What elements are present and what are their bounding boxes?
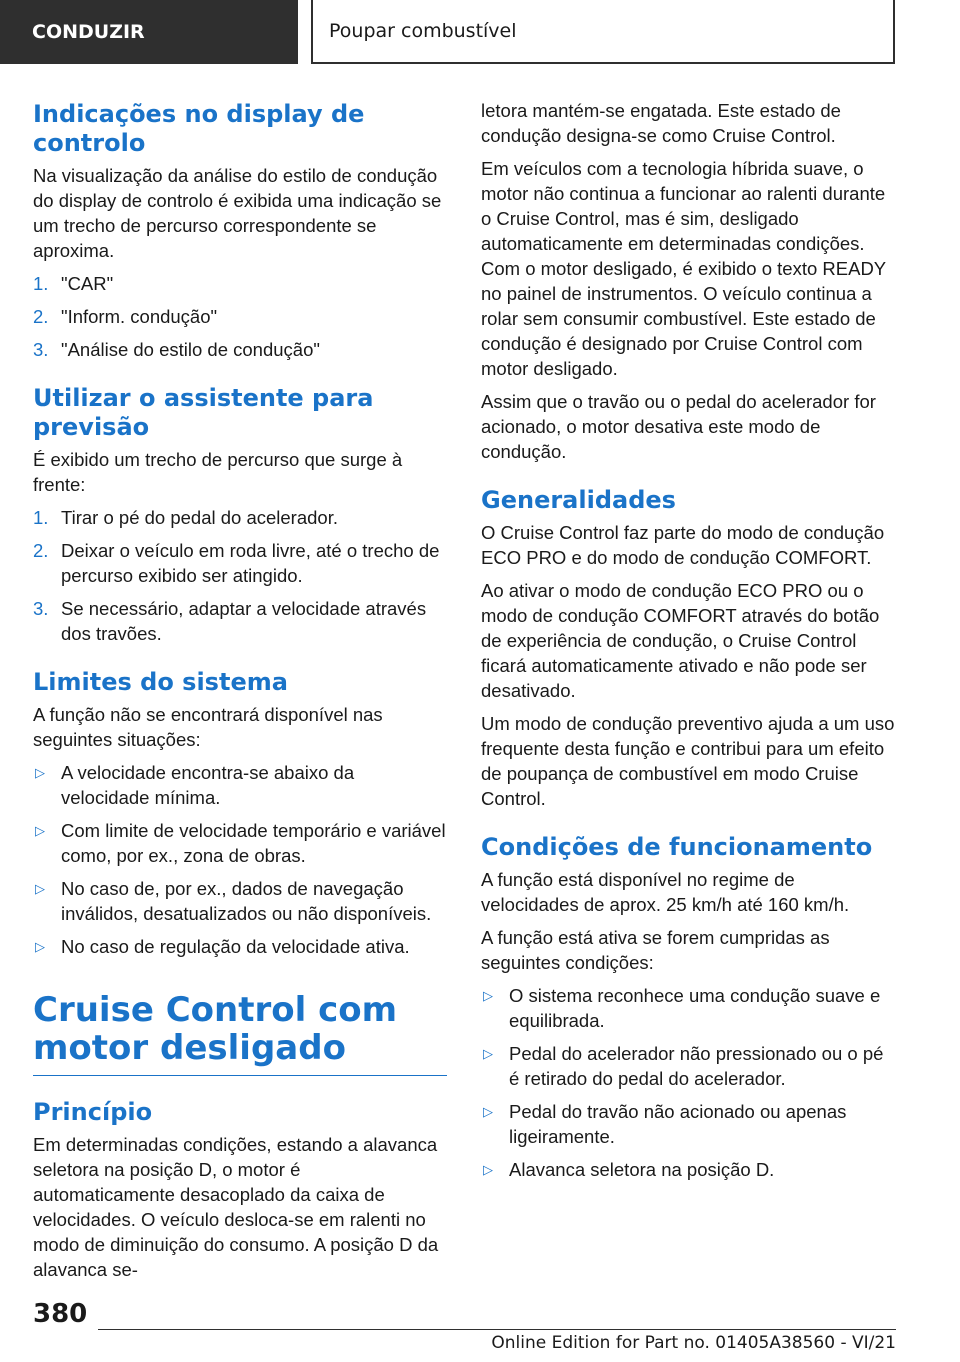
step-number: 3. bbox=[33, 598, 49, 619]
paragraph-principle: Em determinadas condições, estando a alavanca seletora na posição D, o motor é automaticamente desacoplado da caixa de velocidades. O veículo desloca-se em ralenti no modo de diminuição do consumo. A posição D da alavanca se- bbox=[33, 1134, 439, 1280]
step-number: 2. bbox=[33, 306, 49, 327]
heading-principle: Princípio bbox=[33, 1098, 153, 1126]
list-item bbox=[33, 596, 447, 646]
bullet-text: No caso de regulação da velocidade ativa. bbox=[61, 936, 410, 957]
bullet-text: Pedal do acelerador não pressionado ou o pé é retirado do pedal do acelerador. bbox=[509, 1043, 884, 1089]
step-text: "CAR" bbox=[61, 273, 114, 294]
heading-general: Generalidades bbox=[481, 486, 676, 514]
assistant-steps-list bbox=[33, 505, 447, 646]
list-item bbox=[481, 1041, 895, 1091]
paragraph-display: Na visualização da análise do estilo de condução do display de controlo é exibida uma indicação se um trecho de percurso correspondente se aproxima. bbox=[33, 165, 442, 261]
paragraph-continued-1: letora mantém-se engatada. Este estado de condução designa-se como Cruise Control. bbox=[481, 100, 841, 146]
triangle-bullet-icon: ▷ bbox=[483, 988, 493, 1003]
bullet-text: O sistema reconhece uma condução suave e equilibrada. bbox=[509, 985, 881, 1031]
bullet-text: Pedal do travão não acionado ou apenas ligeiramente. bbox=[509, 1101, 847, 1147]
step-text: Se necessário, adaptar a velocidade através dos travões. bbox=[61, 598, 427, 644]
footer-divider bbox=[98, 1329, 896, 1330]
list-item bbox=[33, 538, 447, 588]
left-column bbox=[33, 100, 447, 1290]
paragraph-general-2: Ao ativar o modo de condução ECO PRO ou o modo de condução COMFORT através do botão de experiência de condução, o Cruise Control ficará automaticamente ativado e não pode ser desativado. bbox=[481, 580, 880, 701]
triangle-bullet-icon: ▷ bbox=[35, 823, 45, 838]
step-number: 1. bbox=[33, 507, 49, 528]
heading-system-limits: Limites do sistema bbox=[33, 668, 288, 696]
step-text: "Inform. condução" bbox=[61, 306, 218, 327]
paragraph-general-1: O Cruise Control faz parte do modo de condução ECO PRO e do modo de condução COMFORT. bbox=[481, 522, 885, 568]
list-item bbox=[33, 505, 447, 530]
bullet-text: Com limite de velocidade temporário e variável como, por ex., zona de obras. bbox=[61, 820, 446, 866]
list-item bbox=[33, 337, 447, 362]
list-item bbox=[33, 934, 447, 959]
step-text: Deixar o veículo em roda livre, até o trecho de percurso exibido ser atingido. bbox=[61, 540, 440, 586]
list-item bbox=[481, 1099, 895, 1149]
step-text: "Análise do estilo de condução" bbox=[61, 339, 320, 360]
page-number: 380 bbox=[33, 1299, 88, 1329]
step-number: 3. bbox=[33, 339, 49, 360]
header-section-title: CONDUZIR bbox=[32, 21, 145, 43]
list-item bbox=[481, 983, 895, 1033]
header-topic-title: Poupar combustível bbox=[329, 20, 517, 42]
header-topic-tab bbox=[311, 0, 895, 64]
triangle-bullet-icon: ▷ bbox=[483, 1104, 493, 1119]
triangle-bullet-icon: ▷ bbox=[483, 1046, 493, 1061]
list-item bbox=[481, 1157, 895, 1182]
paragraph-general-3: Um modo de condução preventivo ajuda a um uso frequente desta função e contribui para um efeito de poupança de combustível em modo Cruise Control. bbox=[481, 713, 895, 809]
list-item bbox=[33, 760, 447, 810]
triangle-bullet-icon: ▷ bbox=[35, 881, 45, 896]
list-item bbox=[33, 271, 447, 296]
paragraph-conditions-1: A função está disponível no regime de velocidades de aprox. 25 km/h até 160 km/h. bbox=[481, 869, 850, 915]
list-item bbox=[33, 818, 447, 868]
bullet-text: A velocidade encontra-se abaixo da velocidade mínima. bbox=[61, 762, 355, 808]
display-steps-list bbox=[33, 271, 447, 362]
paragraph-continued-2: Em veículos com a tecnologia híbrida suave, o motor não continua a funcionar ao ralenti durante o Cruise Control, mas é sim, desligado automaticamente em determinadas condições. Com o motor desligado, é exibido o texto READY no painel de instrumentos. O veículo continua a rolar sem consumir combustível. Este estado de condução é designado por Cruise Control com motor desligado. bbox=[481, 158, 886, 379]
triangle-bullet-icon: ▷ bbox=[35, 765, 45, 780]
heading-conditions: Condições de funcionamento bbox=[481, 833, 873, 861]
step-text: Tirar o pé do pedal do acelerador. bbox=[61, 507, 338, 528]
step-number: 2. bbox=[33, 540, 49, 561]
paragraph-assistant: É exibido um trecho de percurso que surge à frente: bbox=[33, 449, 403, 495]
paragraph-conditions-2: A função está ativa se forem cumpridas as seguintes condições: bbox=[481, 927, 830, 973]
right-column bbox=[481, 98, 895, 1190]
bullet-text: Alavanca seletora na posição D. bbox=[509, 1159, 775, 1180]
paragraph-system-limits: A função não se encontrará disponível nas seguintes situações: bbox=[33, 704, 383, 750]
bullet-text: No caso de, por ex., dados de navegação inválidos, desatualizados ou não disponíveis. bbox=[61, 878, 432, 924]
header-section-tab bbox=[0, 0, 298, 64]
triangle-bullet-icon: ▷ bbox=[35, 939, 45, 954]
step-number: 1. bbox=[33, 273, 49, 294]
triangle-bullet-icon: ▷ bbox=[483, 1162, 493, 1177]
limits-list bbox=[33, 760, 447, 959]
chapter-title: Cruise Control com motor desligado bbox=[33, 991, 447, 1076]
paragraph-continued-3: Assim que o travão ou o pedal do acelerador for acionado, o motor desativa este modo de condução. bbox=[481, 391, 876, 462]
list-item bbox=[33, 304, 447, 329]
heading-display: Indicações no display de controlo bbox=[33, 100, 365, 157]
list-item bbox=[33, 876, 447, 926]
heading-assistant: Utilizar o assistente para previsão bbox=[33, 384, 374, 441]
footer-edition: Online Edition for Part no. 01405A38560 - VI/21 bbox=[491, 1333, 896, 1353]
conditions-list bbox=[481, 983, 895, 1182]
